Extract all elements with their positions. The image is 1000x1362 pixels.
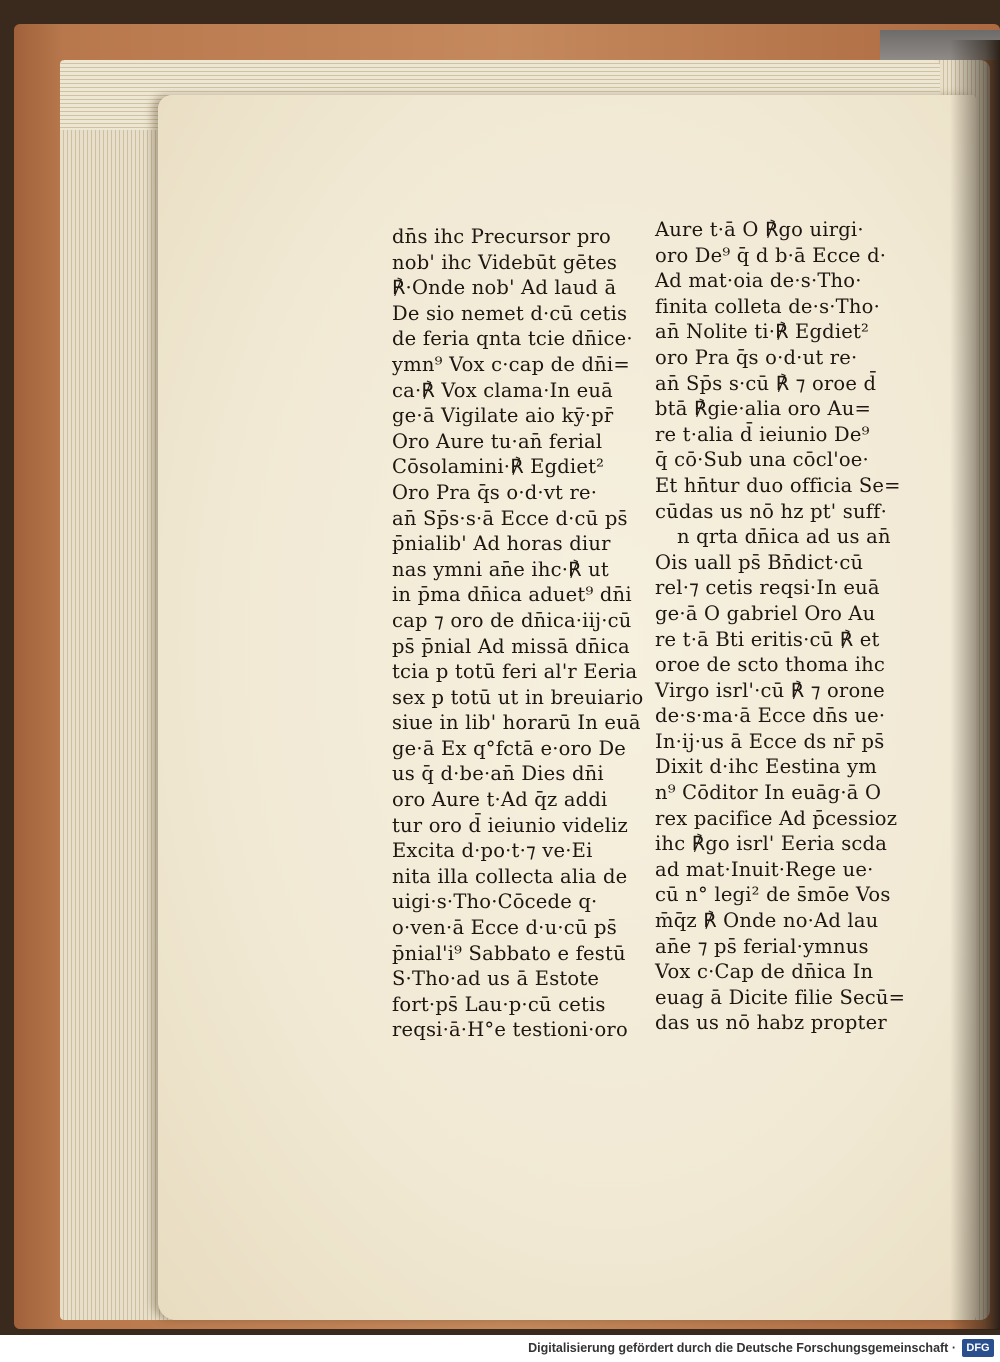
text-line: ca·℟ Vox clama·In euā <box>392 378 613 402</box>
text-line: oro Pra q̄s o·d·ut re· <box>655 345 858 369</box>
text-line: Oro Aure tu·an̄ ferial <box>392 429 603 453</box>
text-line: p̄nial'i⁹ Sabbato e festū <box>392 941 626 965</box>
text-line: rex pacifice Ad p̄cessioz <box>655 806 898 830</box>
footer-bar <box>0 1335 1000 1362</box>
text-line: o·ven·ā Ecce d·u·cū ps̄ <box>392 916 617 940</box>
text-line: dn̄s ihc Precursor pro <box>392 225 611 248</box>
text-line: an̄e ⁊ ps̄ ferial·ymnus <box>655 934 869 958</box>
text-line: ad mat·Inuit·Rege ue· <box>655 857 874 881</box>
text-line: q̄ cō·Sub una cōcl'oe· <box>655 448 869 472</box>
text-column-left <box>392 224 643 1043</box>
text-line: Vox c·Cap de dn̄ica In <box>655 960 874 984</box>
text-line: an̄ Sp̄s·s·ā Ecce d·cū ps̄ <box>392 506 628 530</box>
text-line: finita colleta de·s·Tho· <box>655 294 880 318</box>
text-line: nita illa collecta alia de <box>392 864 628 888</box>
text-line: De sio nemet d·cū cetis <box>392 301 628 325</box>
text-line: us q̄ d·be·an̄ Dies dn̄i <box>392 762 604 786</box>
text-line: Excita d·po·t·⁊ ve·Ei <box>392 839 593 863</box>
text-line: fort·ps̄ Lau·p·cū cetis <box>392 992 606 1016</box>
text-line: de·s·ma·ā Ecce dn̄s ue· <box>655 704 886 728</box>
text-line: ymn⁹ Vox c·cap de dn̄i= <box>392 352 630 376</box>
text-line: nas ymni an̄e ihc·℟ ut <box>392 557 609 581</box>
gutter-shadow <box>950 40 1000 1330</box>
text-line: reqsi·ā·H°e testioni·oro <box>392 1018 628 1042</box>
text-line: ℟·Onde nob' Ad laud ā <box>392 276 617 300</box>
text-line: an̄ Nolite ti·℟ Egdiet² <box>655 320 870 344</box>
text-line: n⁹ Cōditor In euāg·ā O <box>655 781 882 805</box>
text-line: oroe de scto thoma ihc <box>655 653 886 677</box>
footer-credit: Digitalisierung gefördert durch die Deutsche Forschungsgemeinschaft · <box>528 1341 956 1355</box>
text-line: p̄nialib' Ad horas diur <box>392 532 611 556</box>
text-line: Oro Pra q̄s o·d·vt re· <box>392 480 598 504</box>
text-line: tcia p totū feri al'r Eeria <box>392 660 638 684</box>
text-line: ge·ā Ex q°fctā e·oro De <box>392 736 627 760</box>
text-line: re t·ā Bti eritis·cū ℟ et <box>655 627 880 651</box>
dfg-logo-icon: DFG <box>962 1339 994 1357</box>
text-line: m̄q̄z ℟ Onde no·Ad lau <box>655 909 879 933</box>
text-column-right <box>655 217 905 1036</box>
text-line: Ad mat·oia de·s·Tho· <box>655 269 862 293</box>
text-line: btā ℟gie·alia oro Au= <box>655 397 872 421</box>
text-line: re t·alia d̄ ieiunio De⁹ <box>655 422 870 446</box>
text-line: cū n° legi² de s̄mōe Vos <box>655 883 891 907</box>
text-line: cap ⁊ oro de dn̄ica·iij·cū <box>392 608 632 632</box>
text-line: n qrta dn̄ica ad us an̄ <box>677 525 891 549</box>
text-line: siue in lib' horarū In euā <box>392 711 641 735</box>
text-line: Dixit d·ihc Eestina ym <box>655 755 877 779</box>
text-line: tur oro d̄ ieiunio videliz <box>392 813 628 837</box>
text-line: in p̄ma dn̄ica aduet⁹ dn̄i <box>392 583 632 607</box>
text-line: ihc ℟go isrl' Eeria scda <box>655 832 888 856</box>
text-line: Et hn̄tur duo officia Se= <box>655 473 901 497</box>
text-line: ge·ā O gabriel Oro Au <box>655 601 876 625</box>
text-line: cūdas us nō hz pt' suff· <box>655 499 887 523</box>
text-line: sex p totū ut in breuiario <box>392 685 644 709</box>
text-line: Ois uall ps̄ Bn̄dict·cū <box>655 550 864 574</box>
text-line: Aure t·ā O ℟go uirgi· <box>655 218 864 241</box>
text-line: Cōsolamini·℟ Egdiet² <box>392 455 605 479</box>
text-line: euag ā Dicite filie Secū= <box>655 985 906 1009</box>
text-line: rel·⁊ cetis reqsi·In euā <box>655 576 880 600</box>
text-line: S·Tho·ad us ā Estote <box>392 967 600 991</box>
text-line: oro Aure t·Ad q̄z addi <box>392 788 608 812</box>
text-line: nob' ihc Videbūt gētes <box>392 250 618 274</box>
text-line: oro De⁹ q̄ d b·ā Ecce d· <box>655 243 887 267</box>
text-line: In·ij·us ā Ecce ds nr̄ ps̄ <box>655 729 885 753</box>
text-line: ge·ā Vigilate aio kȳ·pr̄ <box>392 404 614 428</box>
text-line: an̄ Sp̄s s·cū ℟ ⁊ oroe d̄ <box>655 371 877 395</box>
text-line: das us nō habz propter <box>655 1011 887 1035</box>
text-line: uigi·s·Tho·Cōcede q· <box>392 890 598 914</box>
text-line: Virgo isrl'·cū ℟ ⁊ orone <box>655 678 885 702</box>
text-line: de feria qnta tcie dn̄ice· <box>392 327 633 351</box>
text-line: ps̄ p̄nial Ad missā dn̄ica <box>392 634 630 658</box>
